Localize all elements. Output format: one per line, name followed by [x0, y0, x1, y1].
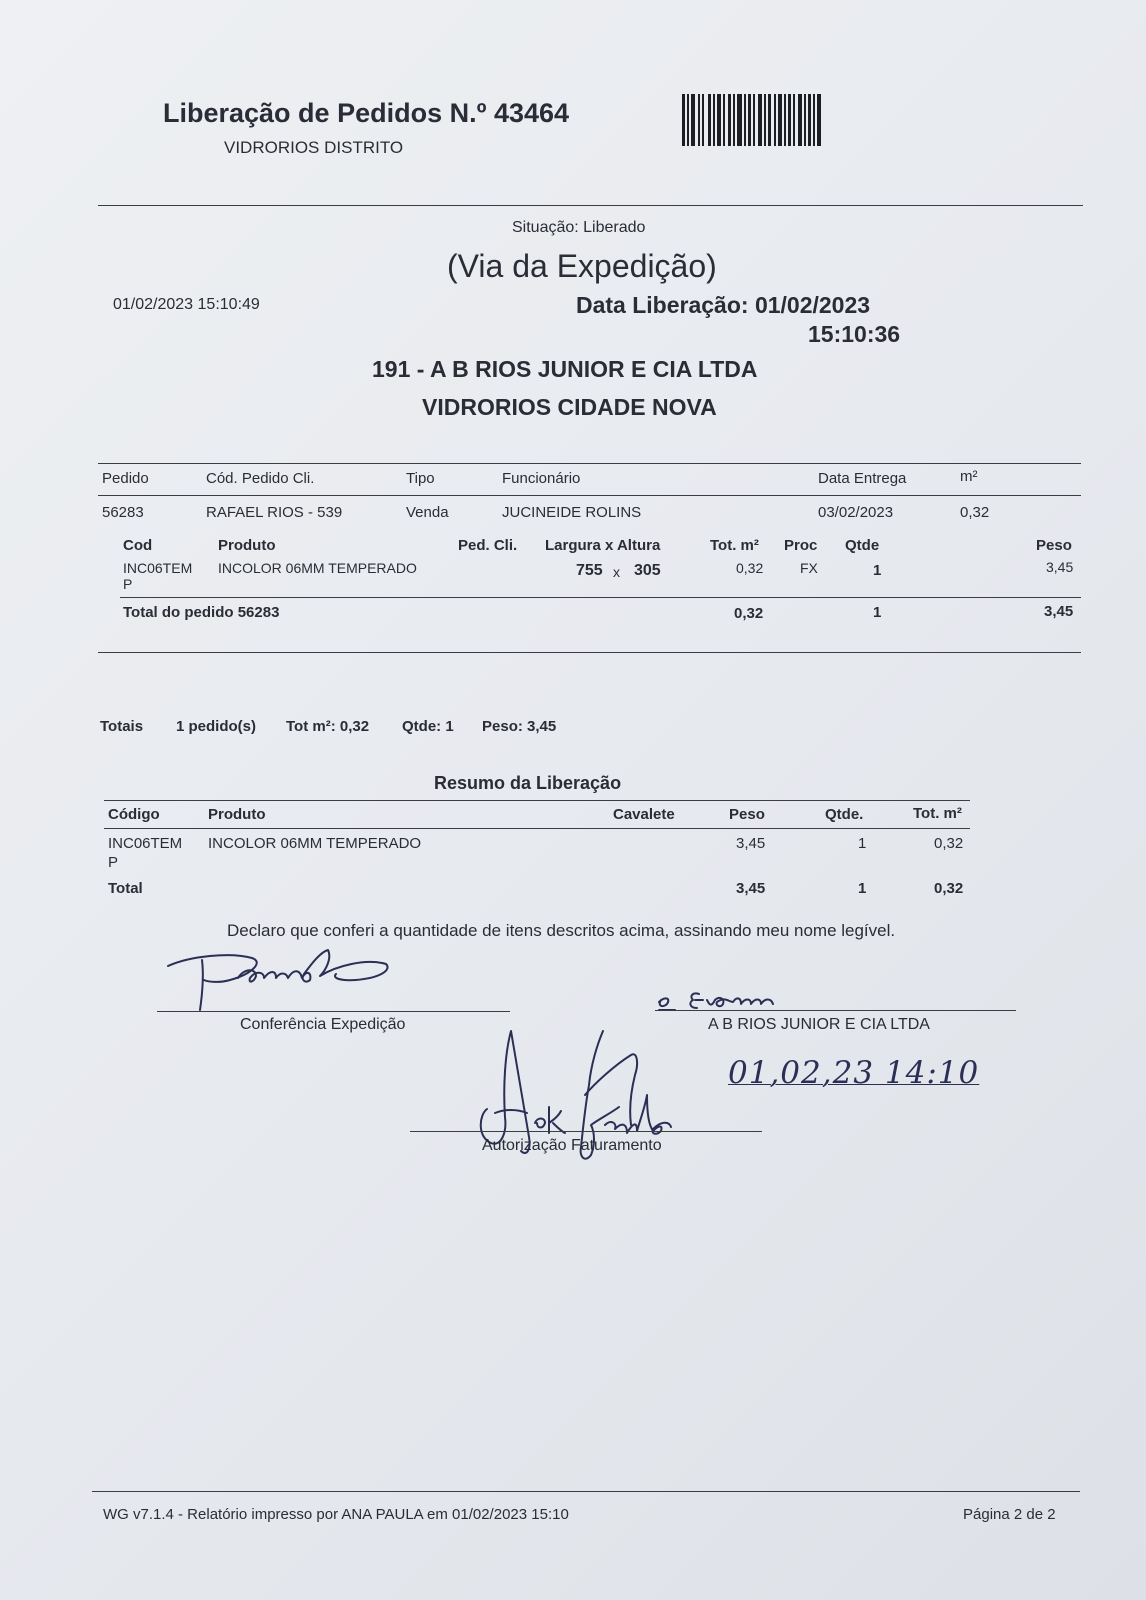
item-cod-line2: P: [123, 576, 133, 592]
resumo-tot-m2: 0,32: [934, 835, 964, 852]
col-largura-altura: Largura x Altura: [545, 537, 661, 554]
item-peso: 3,45: [1046, 559, 1074, 575]
col-peso: Peso: [1036, 537, 1072, 554]
resumo-peso: 3,45: [736, 835, 766, 852]
handwritten-date: 01,02,23 14:10: [728, 1055, 980, 1091]
col-ped-cli: Ped. Cli.: [458, 537, 518, 554]
totais-label: Totais: [100, 718, 144, 735]
barcode: [682, 94, 855, 146]
resumo-col-peso: Peso: [729, 806, 765, 823]
client-branch: VIDRORIOS CIDADE NOVA: [422, 394, 717, 420]
resumo-title: Resumo da Liberação: [434, 773, 622, 793]
resumo-col-qtde: Qtde.: [825, 806, 864, 823]
client-sign-line: [655, 1010, 1016, 1011]
header-divider: [98, 205, 1083, 206]
totais-qtde: Qtde: 1: [402, 718, 454, 735]
resumo-total-qtde: 1: [858, 880, 867, 897]
funcionario: JUCINEIDE ROLINS: [502, 504, 642, 521]
table-top-rule: [98, 463, 1081, 464]
resumo-col-cavalete: Cavalete: [613, 806, 675, 823]
table-bottom-rule: [98, 652, 1081, 653]
header-rule: [98, 495, 1081, 496]
resumo-codigo-line1: INC06TEM: [108, 835, 183, 852]
subtotal-rule: [120, 597, 1081, 598]
resumo-col-codigo: Código: [108, 806, 160, 823]
conferencia-sign-line: [157, 1011, 510, 1012]
resumo-produto: INCOLOR 06MM TEMPERADO: [208, 835, 422, 852]
data-liberacao: Data Liberação: 01/02/2023: [576, 292, 871, 318]
signature-conferencia: [160, 948, 410, 1018]
via-label: (Via da Expedição): [447, 248, 717, 284]
col-qtde: Qtde: [845, 537, 880, 554]
item-largura: 755: [576, 562, 603, 579]
resumo-top-rule: [104, 800, 970, 801]
col-m2: m²: [960, 468, 978, 485]
total-pedido-peso: 3,45: [1044, 603, 1074, 620]
resumo-total-m2: 0,32: [934, 880, 964, 897]
issuer-company: VIDRORIOS DISTRITO: [224, 138, 404, 157]
item-cod-line1: INC06TEM: [123, 560, 193, 576]
print-datetime: 01/02/2023 15:10:49: [113, 296, 260, 313]
item-tot-m2: 0,32: [736, 560, 764, 576]
resumo-codigo-line2: P: [108, 854, 119, 871]
totais-peso: Peso: 3,45: [482, 718, 557, 735]
resumo-total-label: Total: [108, 880, 143, 897]
total-pedido-label: Total do pedido 56283: [123, 604, 280, 621]
col-data-entrega: Data Entrega: [818, 470, 907, 487]
cod-pedido-cli: RAFAEL RIOS - 539: [206, 504, 343, 521]
data-entrega: 03/02/2023: [818, 504, 894, 521]
footer-rule: [92, 1491, 1080, 1492]
col-tipo: Tipo: [406, 470, 435, 487]
resumo-col-produto: Produto: [208, 806, 266, 823]
col-tot-m2: Tot. m²: [710, 537, 759, 554]
total-pedido-qtde: 1: [873, 604, 882, 621]
item-qtde: 1: [873, 562, 882, 579]
autorizacao-label: Autorização Faturamento: [482, 1137, 662, 1154]
totais-pedidos: 1 pedido(s): [176, 718, 257, 735]
autorizacao-sign-line: [410, 1131, 762, 1132]
resumo-col-tot-m2: Tot. m²: [913, 805, 962, 822]
client-sign-label: A B RIOS JUNIOR E CIA LTDA: [708, 1016, 930, 1033]
client-name: 191 - A B RIOS JUNIOR E CIA LTDA: [372, 356, 758, 382]
col-cod-pedido-cli: Cód. Pedido Cli.: [206, 470, 315, 487]
data-liberacao-time: 15:10:36: [808, 321, 901, 347]
document-title: Liberação de Pedidos N.º 43464: [163, 98, 570, 128]
declaration-text: Declaro que conferi a quantidade de itens descritos acima, assinando meu nome legível.: [227, 921, 896, 940]
resumo-header-rule: [104, 828, 970, 829]
col-produto: Produto: [218, 537, 276, 554]
m2-value: 0,32: [960, 504, 990, 521]
resumo-qtde: 1: [858, 835, 867, 852]
tipo: Venda: [406, 504, 449, 521]
pedido-number: 56283: [102, 504, 144, 521]
item-proc: FX: [800, 560, 818, 576]
col-proc: Proc: [784, 537, 818, 554]
item-x: x: [613, 564, 620, 580]
signature-client: [655, 980, 835, 1014]
item-produto: INCOLOR 06MM TEMPERADO: [218, 560, 417, 576]
situacao: Situação: Liberado: [512, 219, 646, 236]
col-funcionario: Funcionário: [502, 470, 581, 487]
item-altura: 305: [634, 562, 661, 579]
resumo-total-peso: 3,45: [736, 880, 766, 897]
total-pedido-m2: 0,32: [734, 605, 764, 622]
page-number: Página 2 de 2: [963, 1506, 1056, 1523]
totais-m2: Tot m²: 0,32: [286, 718, 370, 735]
footer-print-info: WG v7.1.4 - Relatório impresso por ANA PAULA em 01/02/2023 15:10: [103, 1506, 569, 1523]
conferencia-label: Conferência Expedição: [240, 1016, 406, 1033]
col-pedido: Pedido: [102, 470, 149, 487]
col-cod: Cod: [123, 537, 153, 554]
